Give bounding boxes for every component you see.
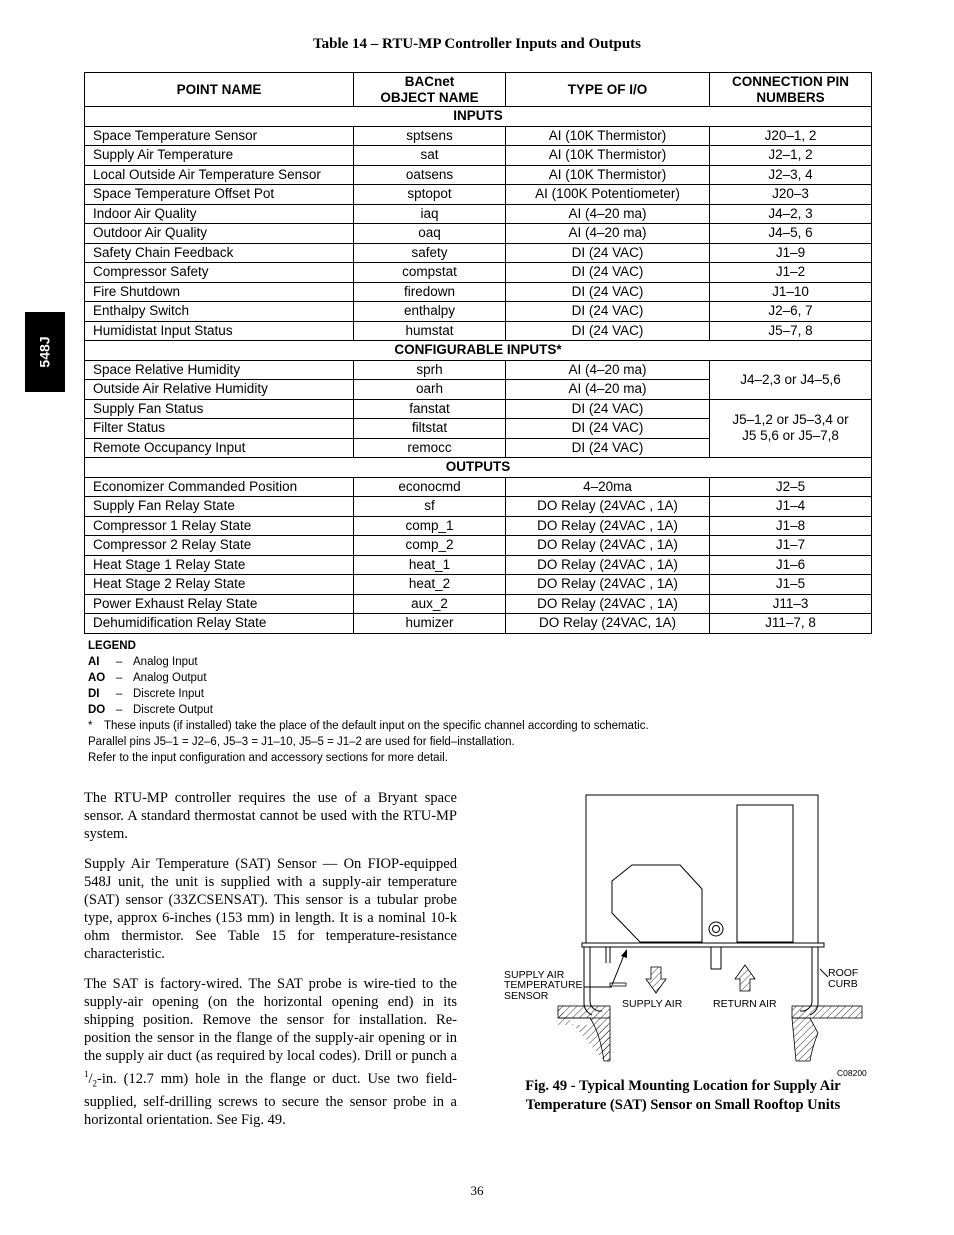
point-name-cell: Compressor Safety [85,263,354,283]
supply-air-arrow-icon [646,967,666,993]
figure-code: C08200 [837,1068,867,1078]
pin-cell: J20–1, 2 [710,126,872,146]
bacnet-name-cell: oarh [354,380,506,400]
point-name-cell: Supply Fan Status [85,399,354,419]
point-name-cell: Humidistat Input Status [85,321,354,341]
bacnet-name-cell: heat_2 [354,575,506,595]
section-row [85,341,872,361]
table-row [85,555,872,575]
paragraph-sat-sensor: Supply Air Temperature (SAT) Sensor — On FIOP-equipped 548J unit, the unit is supplied with a supply-air temperature (SAT) sensor (33ZCSENSAT). This sensor is a tubular probe type, approx 6-inches (153 mm) in length. It is a nominal 10-k ohm thermistor. See Table 15 for temperature-resistance characteristic. [84,856,457,962]
legend-item: DI – Discrete Input [88,688,204,700]
legend-item: AI – Analog Input [88,656,198,668]
pin-cell: J2–1, 2 [710,146,872,166]
section-heading: CONFIGURABLE INPUTS* [85,341,872,361]
io-type-cell: DI (24 VAC) [506,399,710,419]
roof-curb [558,947,862,1061]
point-name-cell: Safety Chain Feedback [85,243,354,263]
roof-curb-pointer [820,969,828,977]
sat-sensor-figure [500,793,872,1080]
pin-cell: J1–4 [710,497,872,517]
figure-caption-line: Temperature (SAT) Sensor on Small Rooftop Units [525,1097,841,1113]
point-name-cell: Space Temperature Offset Pot [85,185,354,205]
pin-cell: J20–3 [710,185,872,205]
bacnet-name-cell: humstat [354,321,506,341]
io-type-cell: DO Relay (24VAC , 1A) [506,536,710,556]
table-row [85,146,872,166]
table-row [85,594,872,614]
point-name-cell: Fire Shutdown [85,282,354,302]
io-type-cell: DI (24 VAC) [506,321,710,341]
io-type-cell: AI (10K Thermistor) [506,146,710,166]
pin-cell: J4–5, 6 [710,224,872,244]
bacnet-name-cell: oaq [354,224,506,244]
table-header-row [85,73,872,107]
io-type-cell: AI (4–20 ma) [506,204,710,224]
pin-cell: J5–7, 8 [710,321,872,341]
legend-title: LEGEND [88,640,136,652]
legend-item: DO – Discrete Output [88,704,213,716]
io-type-cell: AI (100K Potentiometer) [506,185,710,205]
point-name-cell: Heat Stage 2 Relay State [85,575,354,595]
legend-note: Parallel pins J5–1 = J2–6, J5–3 = J1–10, J5–5 = J1–2 are used for field–installation. [88,736,515,748]
point-name-cell: Heat Stage 1 Relay State [85,555,354,575]
pin-cell [710,399,872,458]
figure-caption [497,1077,869,1115]
point-name-cell: Supply Air Temperature [85,146,354,166]
point-name-cell: Supply Fan Relay State [85,497,354,517]
point-name-cell: Local Outside Air Temperature Sensor [85,165,354,185]
table-row [85,477,872,497]
pin-cell: J2–5 [710,477,872,497]
bacnet-name-cell: aux_2 [354,594,506,614]
pin-cell: J1–8 [710,516,872,536]
bacnet-name-cell: filtstat [354,419,506,439]
figure-label-sensor-3: SENSOR [504,990,549,1002]
figure-label-sensor-1: SUPPLY AIR [504,969,565,981]
bacnet-name-cell: econocmd [354,477,506,497]
point-name-cell: Space Relative Humidity [85,360,354,380]
bacnet-name-cell: firedown [354,282,506,302]
bacnet-name-cell: sf [354,497,506,517]
bacnet-name-cell: enthalpy [354,302,506,322]
figure-label-return-air: RETURN AIR [713,998,777,1010]
pin-cell: J4–2, 3 [710,204,872,224]
pin-cell: J1–10 [710,282,872,302]
pin-cell: J2–3, 4 [710,165,872,185]
io-type-cell: AI (10K Thermistor) [506,126,710,146]
pin-cell: J1–7 [710,536,872,556]
col-header-pins-text: CONNECTION PIN NUMBERS [731,73,849,105]
section-heading: OUTPUTS [85,458,872,478]
pin-line: J5–1,2 or J5–3,4 or [732,412,849,428]
bacnet-name-cell: sprh [354,360,506,380]
pin-cell: J1–6 [710,555,872,575]
table-row [85,575,872,595]
io-type-cell: DI (24 VAC) [506,438,710,458]
pin-cell: J11–3 [710,594,872,614]
bacnet-name-cell: heat_1 [354,555,506,575]
section-row [85,458,872,478]
point-name-cell: Enthalpy Switch [85,302,354,322]
bacnet-name-cell: sptsens [354,126,506,146]
table-row [85,185,872,205]
table-row [85,536,872,556]
table-row [85,263,872,283]
figure-label-roof: ROOF [828,967,859,979]
table-row [85,516,872,536]
pin-line: J5 5,6 or J5–7,8 [742,428,839,444]
point-name-cell: Outside Air Relative Humidity [85,380,354,400]
pin-cell: J1–9 [710,243,872,263]
point-name-cell: Remote Occupancy Input [85,438,354,458]
bacnet-name-cell: comp_2 [354,536,506,556]
table-row [85,204,872,224]
table-row [85,399,872,419]
table-row [85,165,872,185]
bacnet-name-cell: comp_1 [354,516,506,536]
io-type-cell: DI (24 VAC) [506,302,710,322]
table-row [85,614,872,634]
legend-item: AO – Analog Output [88,672,207,684]
point-name-cell: Compressor 1 Relay State [85,516,354,536]
bacnet-name-cell: fanstat [354,399,506,419]
point-name-cell: Indoor Air Quality [85,204,354,224]
bacnet-name-cell: sptopot [354,185,506,205]
bacnet-name-cell: remocc [354,438,506,458]
page-number: 36 [470,1183,484,1198]
col-header-pins [710,73,872,107]
point-name-cell: Space Temperature Sensor [85,126,354,146]
bacnet-name-cell: compstat [354,263,506,283]
pin-cell: J1–2 [710,263,872,283]
point-name-cell: Outdoor Air Quality [85,224,354,244]
table-row [85,302,872,322]
point-name-cell: Power Exhaust Relay State [85,594,354,614]
table-row [85,282,872,302]
bacnet-name-cell: safety [354,243,506,263]
table-row [85,321,872,341]
table-title: Table 14 – RTU-MP Controller Inputs and Outputs [312,36,641,52]
bacnet-name-cell: sat [354,146,506,166]
bacnet-name-cell: oatsens [354,165,506,185]
sensor-pointer-arrow [612,949,627,985]
io-type-cell: DI (24 VAC) [506,263,710,283]
legend-note: * These inputs (if installed) take the place of the default input on the specific channel according to schematic. [88,720,649,732]
io-type-cell: AI (10K Thermistor) [506,165,710,185]
pin-cell: J1–5 [710,575,872,595]
io-type-cell: DO Relay (24VAC, 1A) [506,614,710,634]
col-header-point-name: POINT NAME [85,73,354,107]
side-tab [25,312,65,392]
paragraph-rtu-mp: The RTU-MP controller requires the use of a Bryant space sensor. A standard thermostat cannot be used with the RTU-MP system. [84,790,457,842]
io-type-cell: DO Relay (24VAC , 1A) [506,516,710,536]
bacnet-name-cell: humizer [354,614,506,634]
io-type-cell: DO Relay (24VAC , 1A) [506,555,710,575]
io-type-cell: DO Relay (24VAC , 1A) [506,575,710,595]
pin-cell: J2–6, 7 [710,302,872,322]
point-name-cell: Filter Status [85,419,354,439]
return-air-arrow-icon [735,965,755,991]
table-row [85,497,872,517]
section-heading: INPUTS [85,107,872,127]
point-name-cell: Dehumidification Relay State [85,614,354,634]
pin-cell: J11–7, 8 [710,614,872,634]
io-type-cell: DO Relay (24VAC , 1A) [506,497,710,517]
legend [88,638,649,766]
table-row [85,360,872,380]
figure-caption-line: Fig. 49 - Typical Mounting Location for Supply Air [525,1078,841,1094]
col-header-io-type: TYPE OF I/O [506,73,710,107]
rooftop-unit [582,795,824,947]
point-name-cell: Compressor 2 Relay State [85,536,354,556]
paragraph-sat-install: The SAT is factory-wired. The SAT probe is wire-tied to the supply-air opening (on the horizontal opening end) in its shipping position. Remove the sensor for installation. Re-position the sensor in the flange of the supply-air opening or in the supply air duct (as required by local codes). Drill or punch a $^1/_2-in$. (12.7 mm) hole in the flange or duct. Use two field-supplied, self-drilling screws to secure the sensor probe in a horizontal orientation. See Fig. 49. [84,976,457,1128]
io-table [84,72,872,634]
table-row [85,224,872,244]
side-tab-label: 548J [37,336,53,368]
io-type-cell: DO Relay (24VAC , 1A) [506,594,710,614]
col-header-bacnet [354,73,506,107]
table-row [85,126,872,146]
io-type-cell: 4–20ma [506,477,710,497]
figure-label-supply-air: SUPPLY AIR [622,998,683,1010]
bacnet-name-cell: iaq [354,204,506,224]
pin-cell: J4–2,3 or J4–5,6 [710,360,872,399]
io-type-cell: AI (4–20 ma) [506,224,710,244]
table-row [85,243,872,263]
col-header-bacnet-text: BACnet OBJECT NAME [380,73,479,105]
io-type-cell: AI (4–20 ma) [506,380,710,400]
point-name-cell: Economizer Commanded Position [85,477,354,497]
section-row [85,107,872,127]
io-type-cell: AI (4–20 ma) [506,360,710,380]
legend-note: Refer to the input configuration and accessory sections for more detail. [88,752,448,764]
figure-label-curb: CURB [828,978,858,990]
io-type-cell: DI (24 VAC) [506,419,710,439]
io-type-cell: DI (24 VAC) [506,282,710,302]
figure-label-sensor-2: TEMPERATURE [504,979,583,991]
io-type-cell: DI (24 VAC) [506,243,710,263]
